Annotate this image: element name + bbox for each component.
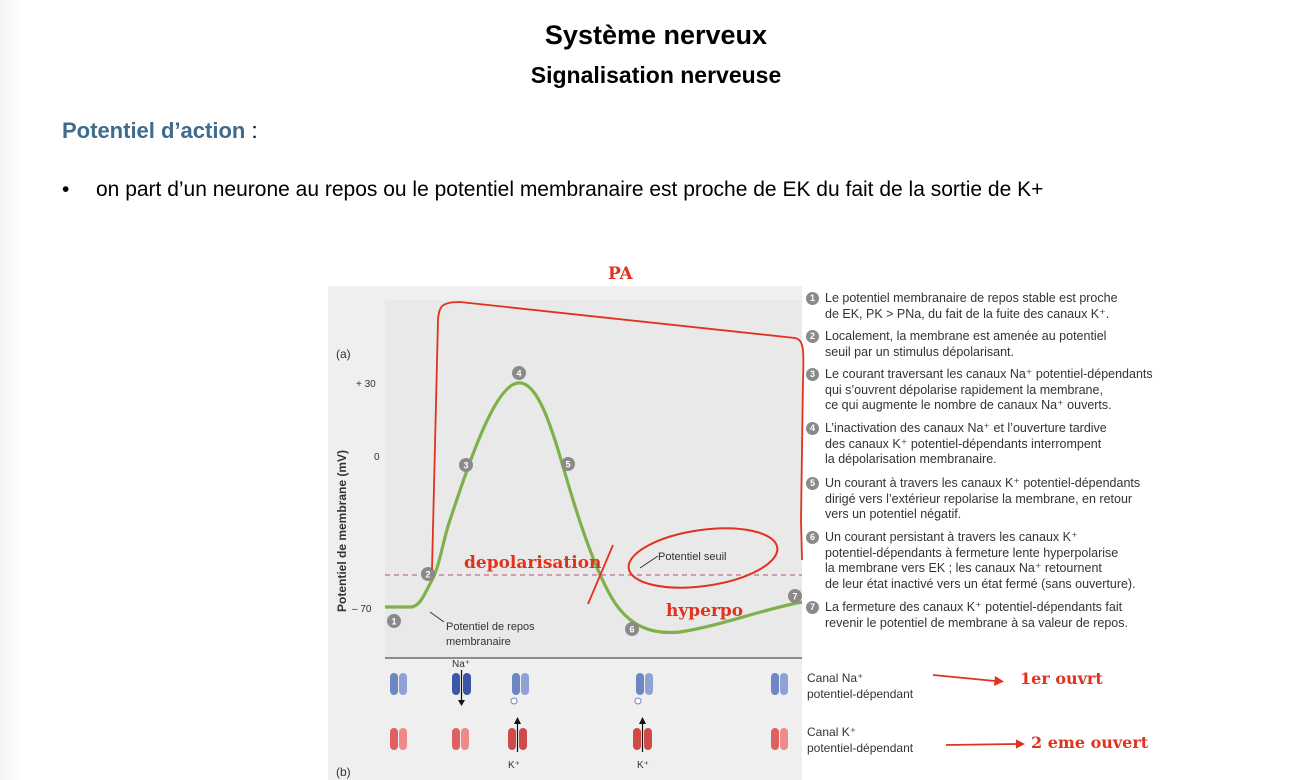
- curve-marker-7-label: 7: [792, 591, 798, 602]
- legend-text: seuil par un stimulus dépolarisant.: [825, 344, 1014, 359]
- legend-item-2: [806, 329, 1106, 360]
- k-ion-label-2: K⁺: [637, 760, 649, 771]
- k-channel-legend-line1: Canal K⁺: [807, 725, 857, 739]
- legend-text: la membrane vers EK ; les canaux Na⁺ retournent: [825, 561, 1102, 575]
- legend-number-4: 4: [806, 422, 819, 435]
- panel-a-label: (a): [336, 347, 351, 361]
- legend-text: des canaux K⁺ potentiel-dépendants interrompent: [825, 436, 1102, 451]
- y-tick-zero: 0: [374, 452, 380, 463]
- second-open-arrow-head: [1016, 740, 1025, 749]
- na-channel-legend-line2: potentiel-dépendant: [807, 687, 914, 701]
- legend-item-6: [806, 530, 1136, 592]
- legend-item-4: [806, 421, 1107, 468]
- bullet-symbol: •: [62, 178, 70, 201]
- na-ion-label: Na⁺: [452, 659, 471, 670]
- legend-text: La fermeture des canaux K⁺ potentiel-dépendants fait: [825, 600, 1123, 614]
- depolarisation-annotation: depolarisation: [464, 553, 602, 573]
- curve-marker-5: [561, 457, 575, 471]
- legend-item-7: [806, 600, 1128, 631]
- legend-text: L’inactivation des canaux Na⁺ et l’ouverture tardive: [825, 421, 1107, 435]
- legend-number-1: 1: [806, 292, 819, 305]
- legend-text: Un courant à travers les canaux K⁺ potentiel-dépendants: [825, 476, 1141, 490]
- first-open-annotation: 1er ouvrt: [1020, 669, 1103, 688]
- k-channel-legend-line2: potentiel-dépendant: [807, 741, 914, 755]
- y-tick-minus70: – 70: [352, 604, 372, 615]
- legend-text: potentiel-dépendants à fermeture lente hyperpolarise: [825, 545, 1119, 560]
- legend-text: la dépolarisation membranaire.: [825, 452, 997, 466]
- first-open-arrow-line: [933, 675, 995, 681]
- curve-marker-7: [788, 589, 802, 603]
- curve-marker-4-label: 4: [516, 368, 522, 379]
- y-axis-label: Potentiel de membrane (mV): [335, 449, 349, 612]
- bullet-text: on part d’un neurone au repos ou le potentiel membranaire est proche de EK du fait de la sortie de K+: [96, 178, 1044, 201]
- legend-item-3: [806, 367, 1153, 414]
- seuil-label: Potentiel seuil: [658, 551, 727, 563]
- curve-marker-6: [625, 622, 639, 636]
- legend-text: dirigé vers l’extérieur repolarise la membrane, en retour: [825, 491, 1133, 506]
- repos-label-line1: Potentiel de repos: [446, 621, 535, 633]
- second-open-annotation: 2 eme ouvert: [1031, 733, 1149, 752]
- pa-annotation: PA: [608, 264, 633, 284]
- curve-marker-4: [512, 366, 526, 380]
- panel-b-label: (b): [336, 765, 351, 779]
- hyperpo-annotation: hyperpo: [666, 601, 744, 621]
- k-ion-label-1: K⁺: [508, 760, 520, 771]
- legend-text: Le courant traversant les canaux Na⁺ potentiel-dépendants: [825, 367, 1153, 381]
- legend-item-1: [806, 291, 1118, 322]
- na-channel-legend-line1: Canal Na⁺: [807, 671, 864, 685]
- legend-text: revenir le potentiel de membrane à sa valeur de repos.: [825, 615, 1128, 630]
- legend-text: de leur état inactivé vers un état fermé (sans ouverture).: [825, 576, 1136, 591]
- curve-marker-5-label: 5: [565, 459, 571, 470]
- legend-text: Le potentiel membranaire de repos stable est proche: [825, 291, 1118, 305]
- section-heading-colon: :: [245, 118, 258, 143]
- legend-text: Localement, la membrane est amenée au potentiel: [825, 329, 1107, 343]
- curve-marker-1-label: 1: [391, 616, 397, 627]
- curve-marker-3: [459, 458, 473, 472]
- legend-number-2: 2: [806, 330, 819, 343]
- page-subtitle: Signalisation nerveuse: [530, 62, 782, 88]
- curve-marker-1: [387, 614, 401, 628]
- second-open-arrow-line: [946, 744, 1016, 745]
- legend-text: ce qui augmente le nombre de canaux Na⁺ ouverts.: [825, 398, 1112, 412]
- legend-number-6: 6: [806, 531, 819, 544]
- legend-text: vers un potentiel négatif.: [825, 507, 962, 521]
- page-title: Système nerveux: [544, 20, 768, 50]
- legend-text: de EK, PK > PNa, du fait de la fuite des canaux K⁺.: [825, 306, 1110, 321]
- curve-marker-3-label: 3: [463, 460, 469, 471]
- y-tick-plus30: + 30: [356, 379, 376, 390]
- legend-text: Un courant persistant à travers les canaux K⁺: [825, 530, 1078, 544]
- legend-number-7: 7: [806, 601, 819, 614]
- legend-text: qui s’ouvrent dépolarise rapidement la membrane,: [825, 382, 1103, 397]
- legend-number-5: 5: [806, 477, 819, 490]
- first-open-arrow-head: [994, 676, 1004, 686]
- legend-number-3: 3: [806, 368, 819, 381]
- curve-marker-6-label: 6: [629, 624, 635, 635]
- curve-marker-2-label: 2: [425, 569, 431, 580]
- legend-item-5: [806, 476, 1140, 523]
- repos-label-line2: membranaire: [446, 636, 511, 648]
- section-heading-text: Potentiel d’action: [62, 118, 246, 143]
